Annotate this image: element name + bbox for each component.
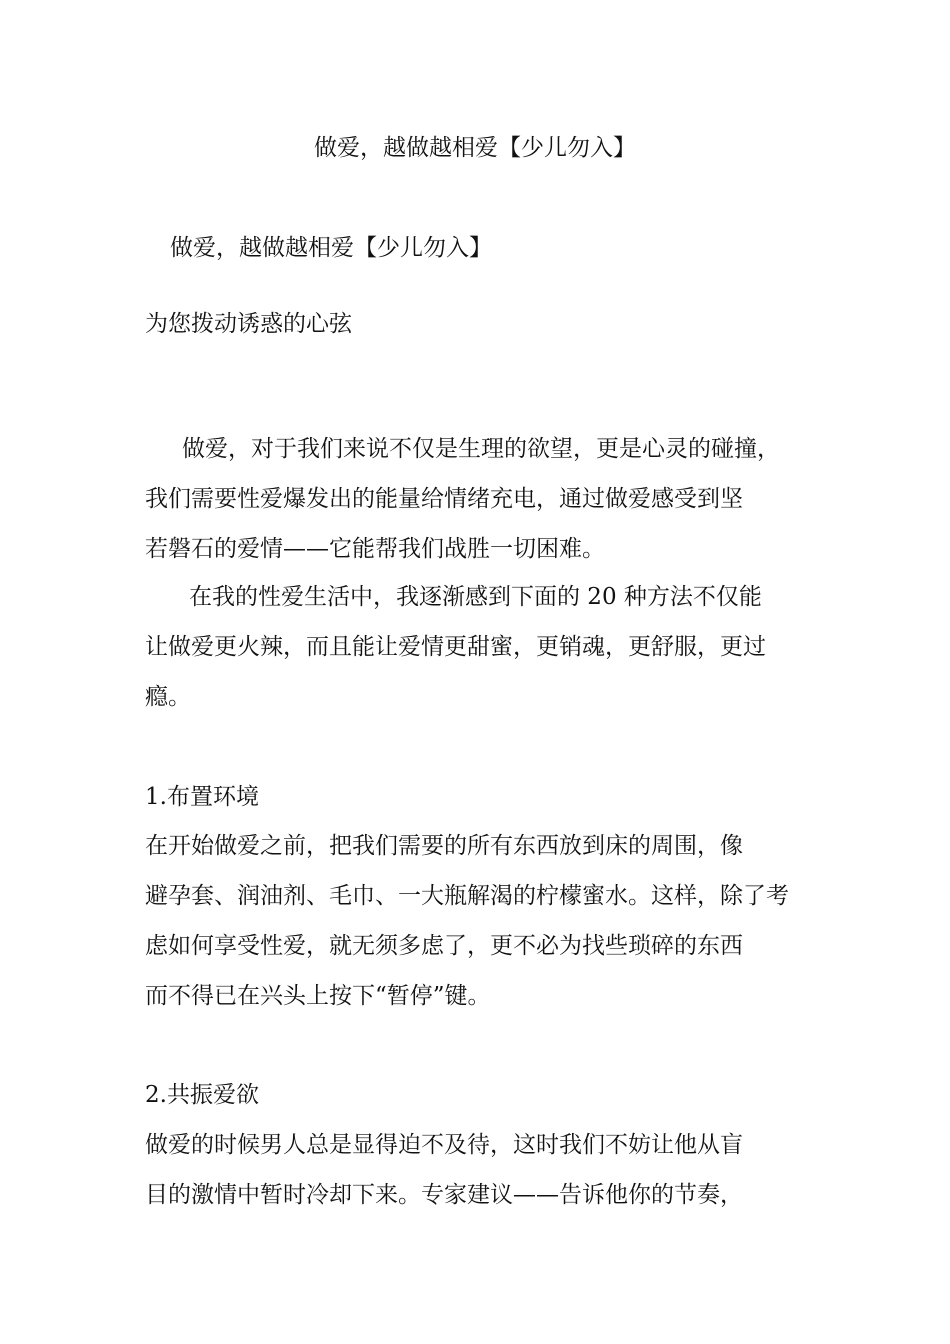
intro-paragraph-1-line: 我们需要性爱爆发出的能量给情绪充电，通过做爱感受到坚 — [145, 486, 743, 512]
section-body-line: 而不得已在兴头上按下“暂停”键。 — [145, 983, 491, 1009]
section-body-line: 虑如何享受性爱，就无须多虑了，更不必为找些琐碎的东西 — [145, 933, 743, 959]
intro-paragraph-2-line: 瘾。 — [145, 684, 191, 710]
document-title: 做爱，越做越相爱【少儿勿入】 — [314, 135, 636, 161]
intro-paragraph-2-line: 在我的性爱生活中，我逐渐感到下面的 20 种方法不仅能 — [189, 584, 762, 610]
tagline: 为您拨动诱惑的心弦 — [145, 311, 352, 337]
section-heading: 2.共振爱欲 — [145, 1082, 259, 1108]
section-body-line: 在开始做爱之前，把我们需要的所有东西放到床的周围，像 — [145, 833, 743, 859]
intro-paragraph-1-line: 若磐石的爱情——它能帮我们战胜一切困难。 — [145, 536, 605, 562]
section-body-line: 做爱的时候男人总是显得迫不及待，这时我们不妨让他从盲 — [145, 1132, 743, 1158]
section-heading: 1.布置环境 — [145, 784, 259, 810]
document-subtitle: 做爱，越做越相爱【少儿勿入】 — [170, 235, 492, 261]
intro-paragraph-1-line: 做爱，对于我们来说不仅是生理的欲望，更是心灵的碰撞， — [182, 436, 780, 462]
intro-paragraph-2-line: 让做爱更火辣，而且能让爱情更甜蜜，更销魂，更舒服，更过 — [145, 634, 766, 660]
section-body-line: 目的激情中暂时冷却下来。专家建议——告诉他你的节奏， — [145, 1182, 743, 1208]
section-body-line: 避孕套、润油剂、毛巾、一大瓶解渴的柠檬蜜水。这样，除了考 — [145, 883, 789, 909]
